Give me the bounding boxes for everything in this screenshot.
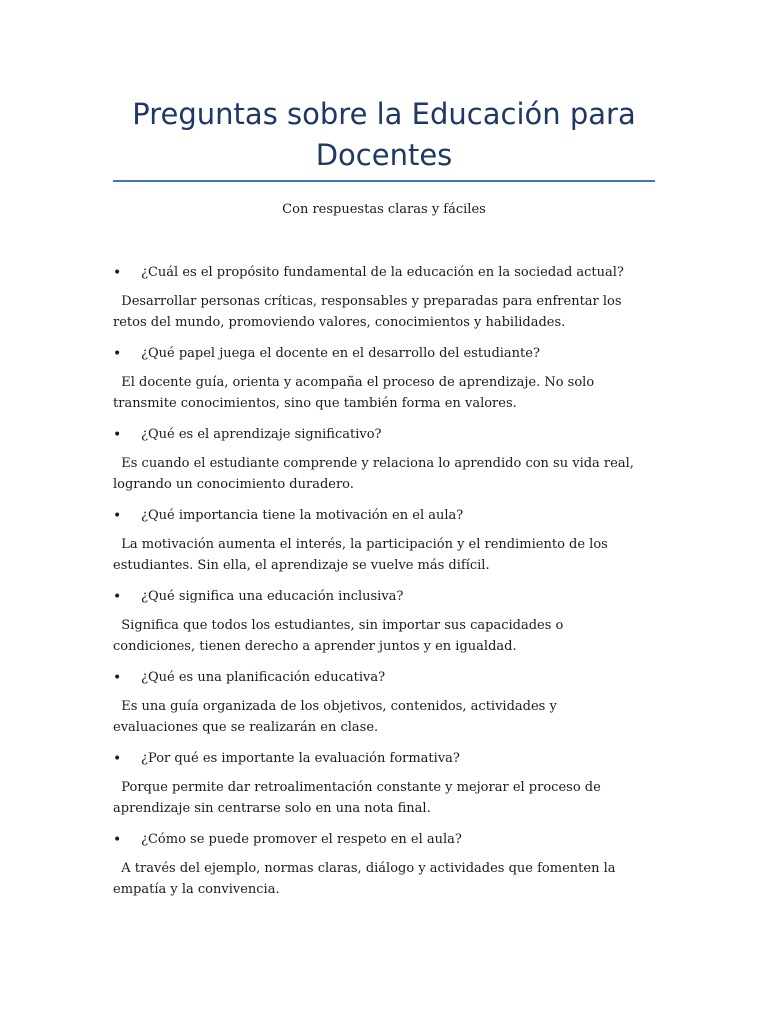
qa-item [113,749,643,819]
question [113,263,643,283]
qa-list [113,263,643,911]
question [113,425,643,445]
answer: Significa que todos los estudiantes, sin importar sus capacidades o condiciones, tienen derecho a aprender juntos y en igualdad. [113,618,568,654]
document-title: Preguntas sobre la Educación para Docentes [132,97,636,172]
question [113,587,643,607]
question-text: ¿Qué significa una educación inclusiva? [141,589,404,604]
qa-item [113,587,643,657]
answer: Es una guía organizada de los objetivos, contenidos, actividades y evaluaciones que se realizarán en clase. [113,699,561,735]
question-text: ¿Cuál es el propósito fundamental de la educación en la sociedad actual? [141,265,624,280]
qa-item [113,425,643,495]
question-text: ¿Cómo se puede promover el respeto en el aula? [141,832,462,847]
answer: La motivación aumenta el interés, la participación y el rendimiento de los estudiantes. Sin ella, el aprendizaje se vuelve más difícil. [113,537,612,573]
bullet-icon: • [113,427,122,443]
answer: Porque permite dar retroalimentación constante y mejorar el proceso de aprendizaje sin centrarse solo en una nota final. [113,780,605,816]
title-divider [113,180,655,182]
qa-item [113,830,643,900]
question-text: ¿Qué es una planificación educativa? [141,670,386,685]
bullet-icon: • [113,508,122,524]
qa-item [113,506,643,576]
qa-item [113,263,643,333]
answer: Es cuando el estudiante comprende y relaciona lo aprendido con su vida real, logrando un conocimiento duradero. [113,456,639,492]
question [113,506,643,526]
bullet-icon: • [113,670,122,686]
qa-item [113,668,643,738]
answer: El docente guía, orienta y acompaña el proceso de aprendizaje. No solo transmite conocimientos, sino que también forma en valores. [113,375,599,411]
question-text: ¿Qué importancia tiene la motivación en el aula? [141,508,464,523]
answer: Desarrollar personas críticas, responsables y preparadas para enfrentar los retos del mundo, promoviendo valores, conocimientos y habilidades. [113,294,626,330]
question-text: ¿Por qué es importante la evaluación formativa? [141,751,460,766]
question [113,830,643,850]
bullet-icon: • [113,265,122,281]
question [113,668,643,688]
question [113,749,643,769]
question-text: ¿Qué papel juega el docente en el desarrollo del estudiante? [141,346,540,361]
bullet-icon: • [113,751,122,767]
qa-item [113,344,643,414]
bullet-icon: • [113,832,122,848]
bullet-icon: • [113,346,122,362]
question-text: ¿Qué es el aprendizaje significativo? [141,427,382,442]
bullet-icon: • [113,589,122,605]
question [113,344,643,364]
answer: A través del ejemplo, normas claras, diálogo y actividades que fomenten la empatía y la convivencia. [113,861,620,897]
document-subtitle: Con respuestas claras y fáciles [282,202,486,217]
